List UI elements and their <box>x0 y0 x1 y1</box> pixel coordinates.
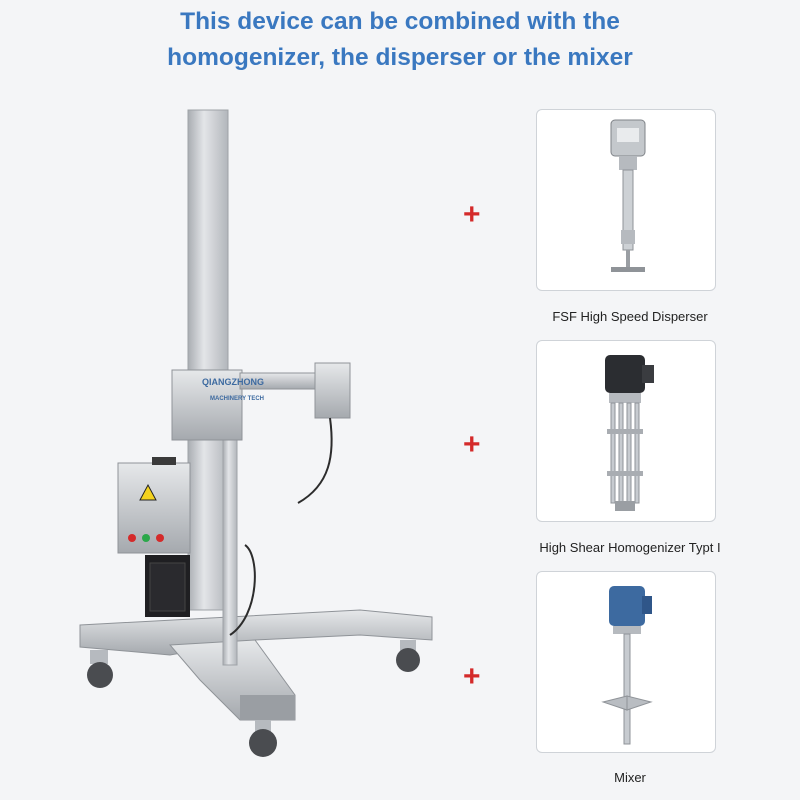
brand-sub-label: MACHINERY TECH <box>210 396 265 402</box>
headline <box>0 4 800 76</box>
mixer-card <box>536 571 716 753</box>
disperser-caption: FSF High Speed Disperser <box>552 309 708 324</box>
disperser-image <box>537 110 715 290</box>
lifting-stand-image <box>60 95 450 775</box>
headline-line-2: homogenizer, the disperser or the mixer <box>167 44 633 71</box>
plus-icon-2: + <box>463 428 481 461</box>
disperser-card <box>536 109 716 291</box>
homogenizer-card <box>536 340 716 522</box>
homogenizer-caption: High Shear Homogenizer Typt I <box>539 540 721 555</box>
plus-icon-1: + <box>463 198 481 231</box>
plus-icon-3: + <box>463 660 481 693</box>
mixer-image <box>537 572 715 752</box>
headline-line-1: This device can be combined with the <box>180 8 620 35</box>
mixer-caption: Mixer <box>614 770 646 785</box>
homogenizer-image <box>537 341 715 521</box>
brand-label: QIANGZHONG <box>202 377 264 387</box>
